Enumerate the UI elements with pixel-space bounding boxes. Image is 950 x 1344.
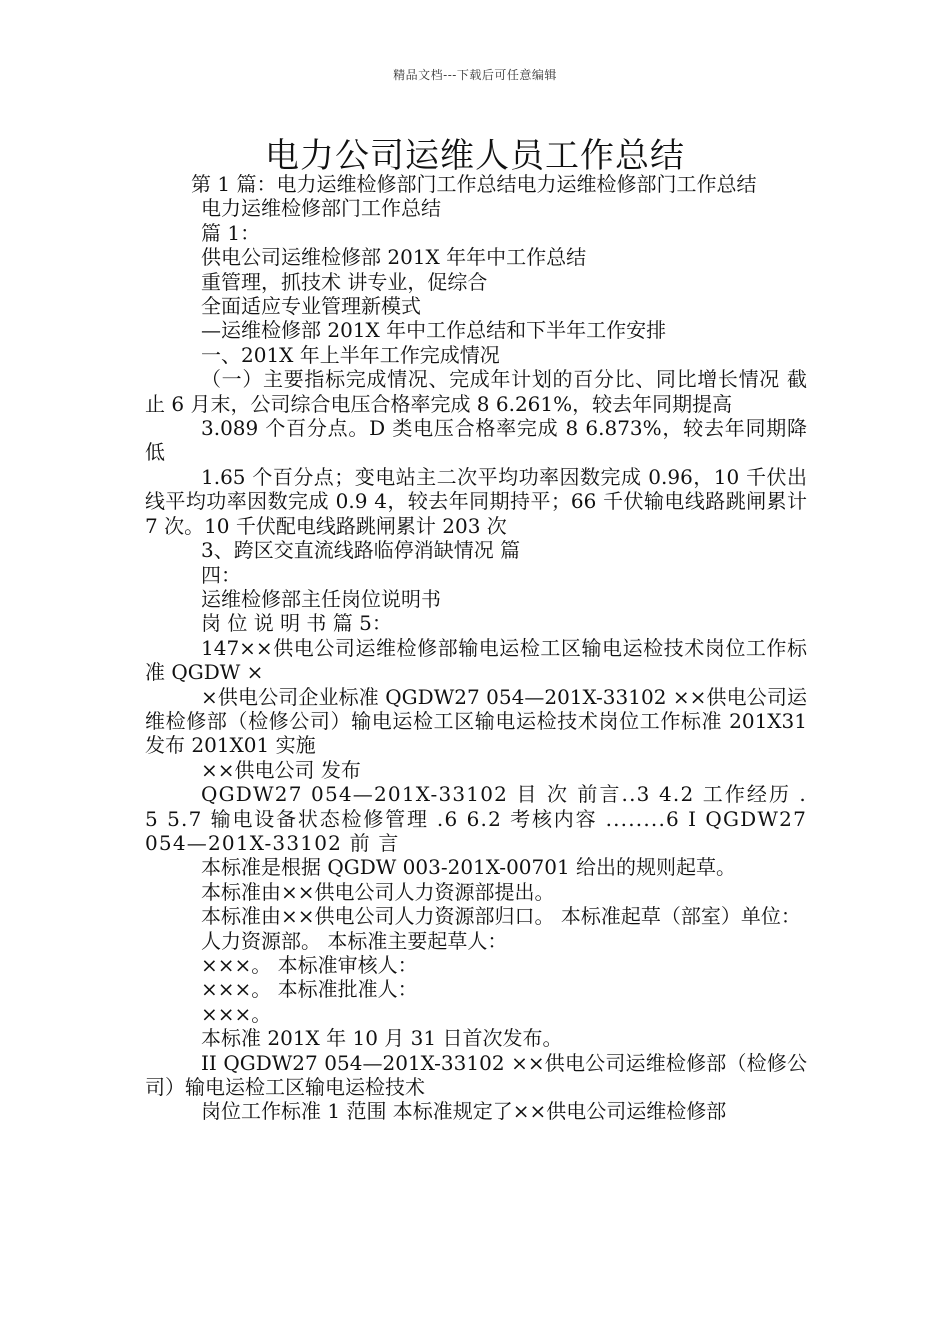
body-paragraph: 岗位工作标准 1 范围 本标准规定了××供电公司运维检修部 bbox=[201, 1099, 727, 1124]
body-paragraph: QGDW27 054—201X-33102 目 次 前言..3 4.2 工作经历 .5 5.7 输电设备状态检修管理 .6 6.2 考核内容 ........6 I QGDW27 054—201X-33102 前 言 bbox=[145, 782, 807, 855]
body-paragraph: 四： bbox=[201, 562, 241, 587]
body-paragraph: 本标准由××供电公司人力资源部提出。 bbox=[201, 879, 555, 904]
body-paragraph: ××供电公司 发布 bbox=[201, 757, 361, 782]
body-paragraph: 篇 1： bbox=[201, 220, 261, 245]
body-paragraph: 运维检修部主任岗位说明书 bbox=[201, 586, 441, 611]
body-paragraph: 人力资源部。 本标准主要起草人： bbox=[201, 928, 508, 953]
body-paragraph: 1.65 个百分点；变电站主二次平均功率因数完成 0.96，10 千伏出线平均功率因数完成 0.9 4，较去年同期持平；66 千伏输电线路跳闸累计 7 次。10 千伏配电线路跳闸累计 203 次 bbox=[145, 464, 807, 538]
body-paragraph: （一）主要指标完成情况、完成年计划的百分比、同比增长情况 截止 6 月末，公司综合电压合格率完成 8 6.261%，较去年同期提高 bbox=[145, 367, 807, 416]
body-paragraph: 重管理，抓技术 讲专业，促综合 bbox=[201, 269, 488, 294]
body-paragraph: 岗 位 说 明 书 篇 5： bbox=[201, 611, 392, 636]
body-paragraph: ×××。 本标准批准人： bbox=[201, 977, 418, 1002]
body-paragraph: 全面适应专业管理新模式 bbox=[201, 294, 421, 319]
body-paragraph: 3、跨区交直流线路临停消缺情况 篇 bbox=[201, 538, 521, 563]
page-header: 精品文档---下载后可任意编辑 bbox=[393, 68, 557, 82]
document-body bbox=[145, 172, 807, 1124]
body-paragraph: ×××。 本标准审核人： bbox=[201, 953, 418, 977]
body-paragraph: 本标准是根据 QGDW 003-201X-00701 给出的规则起草。 bbox=[201, 855, 737, 880]
body-paragraph: 电力运维检修部门工作总结 bbox=[201, 196, 441, 221]
body-paragraph: II QGDW27 054—201X-33102 ××供电公司运维检修部（检修公司）输电运检工区输电运检技术 bbox=[145, 1050, 807, 1100]
body-paragraph: ×××。 bbox=[201, 1001, 272, 1026]
body-paragraph: 本标准由××供电公司人力资源部归口。 本标准起草（部室）单位： bbox=[201, 904, 801, 929]
document-title: 电力公司运维人员工作总结 bbox=[265, 136, 685, 176]
body-paragraph: 本标准 201X 年 10 月 31 日首次发布。 bbox=[201, 1026, 563, 1051]
body-paragraph: 一、201X 年上半年工作完成情况 bbox=[201, 342, 500, 367]
body-paragraph: 供电公司运维检修部 201X 年年中工作总结 bbox=[201, 245, 587, 270]
body-paragraph: 147××供电公司运维检修部输电运检工区输电运检技术岗位工作标准 QGDW × bbox=[145, 635, 807, 685]
body-paragraph: 3.089 个百分点。D 类电压合格率完成 8 6.873%，较去年同期降低 bbox=[145, 416, 807, 465]
body-paragraph: 第 1 篇：电力运维检修部门工作总结电力运维检修部门工作总结 bbox=[191, 172, 757, 196]
body-paragraph: ×供电公司企业标准 QGDW27 054—201X-33102 ××供电公司运维检修部（检修公司）输电运检工区输电运检技术岗位工作标准 201X31 发布 201X01 实施 bbox=[145, 684, 807, 758]
body-paragraph: —运维检修部 201X 年中工作总结和下半年工作安排 bbox=[201, 318, 667, 343]
